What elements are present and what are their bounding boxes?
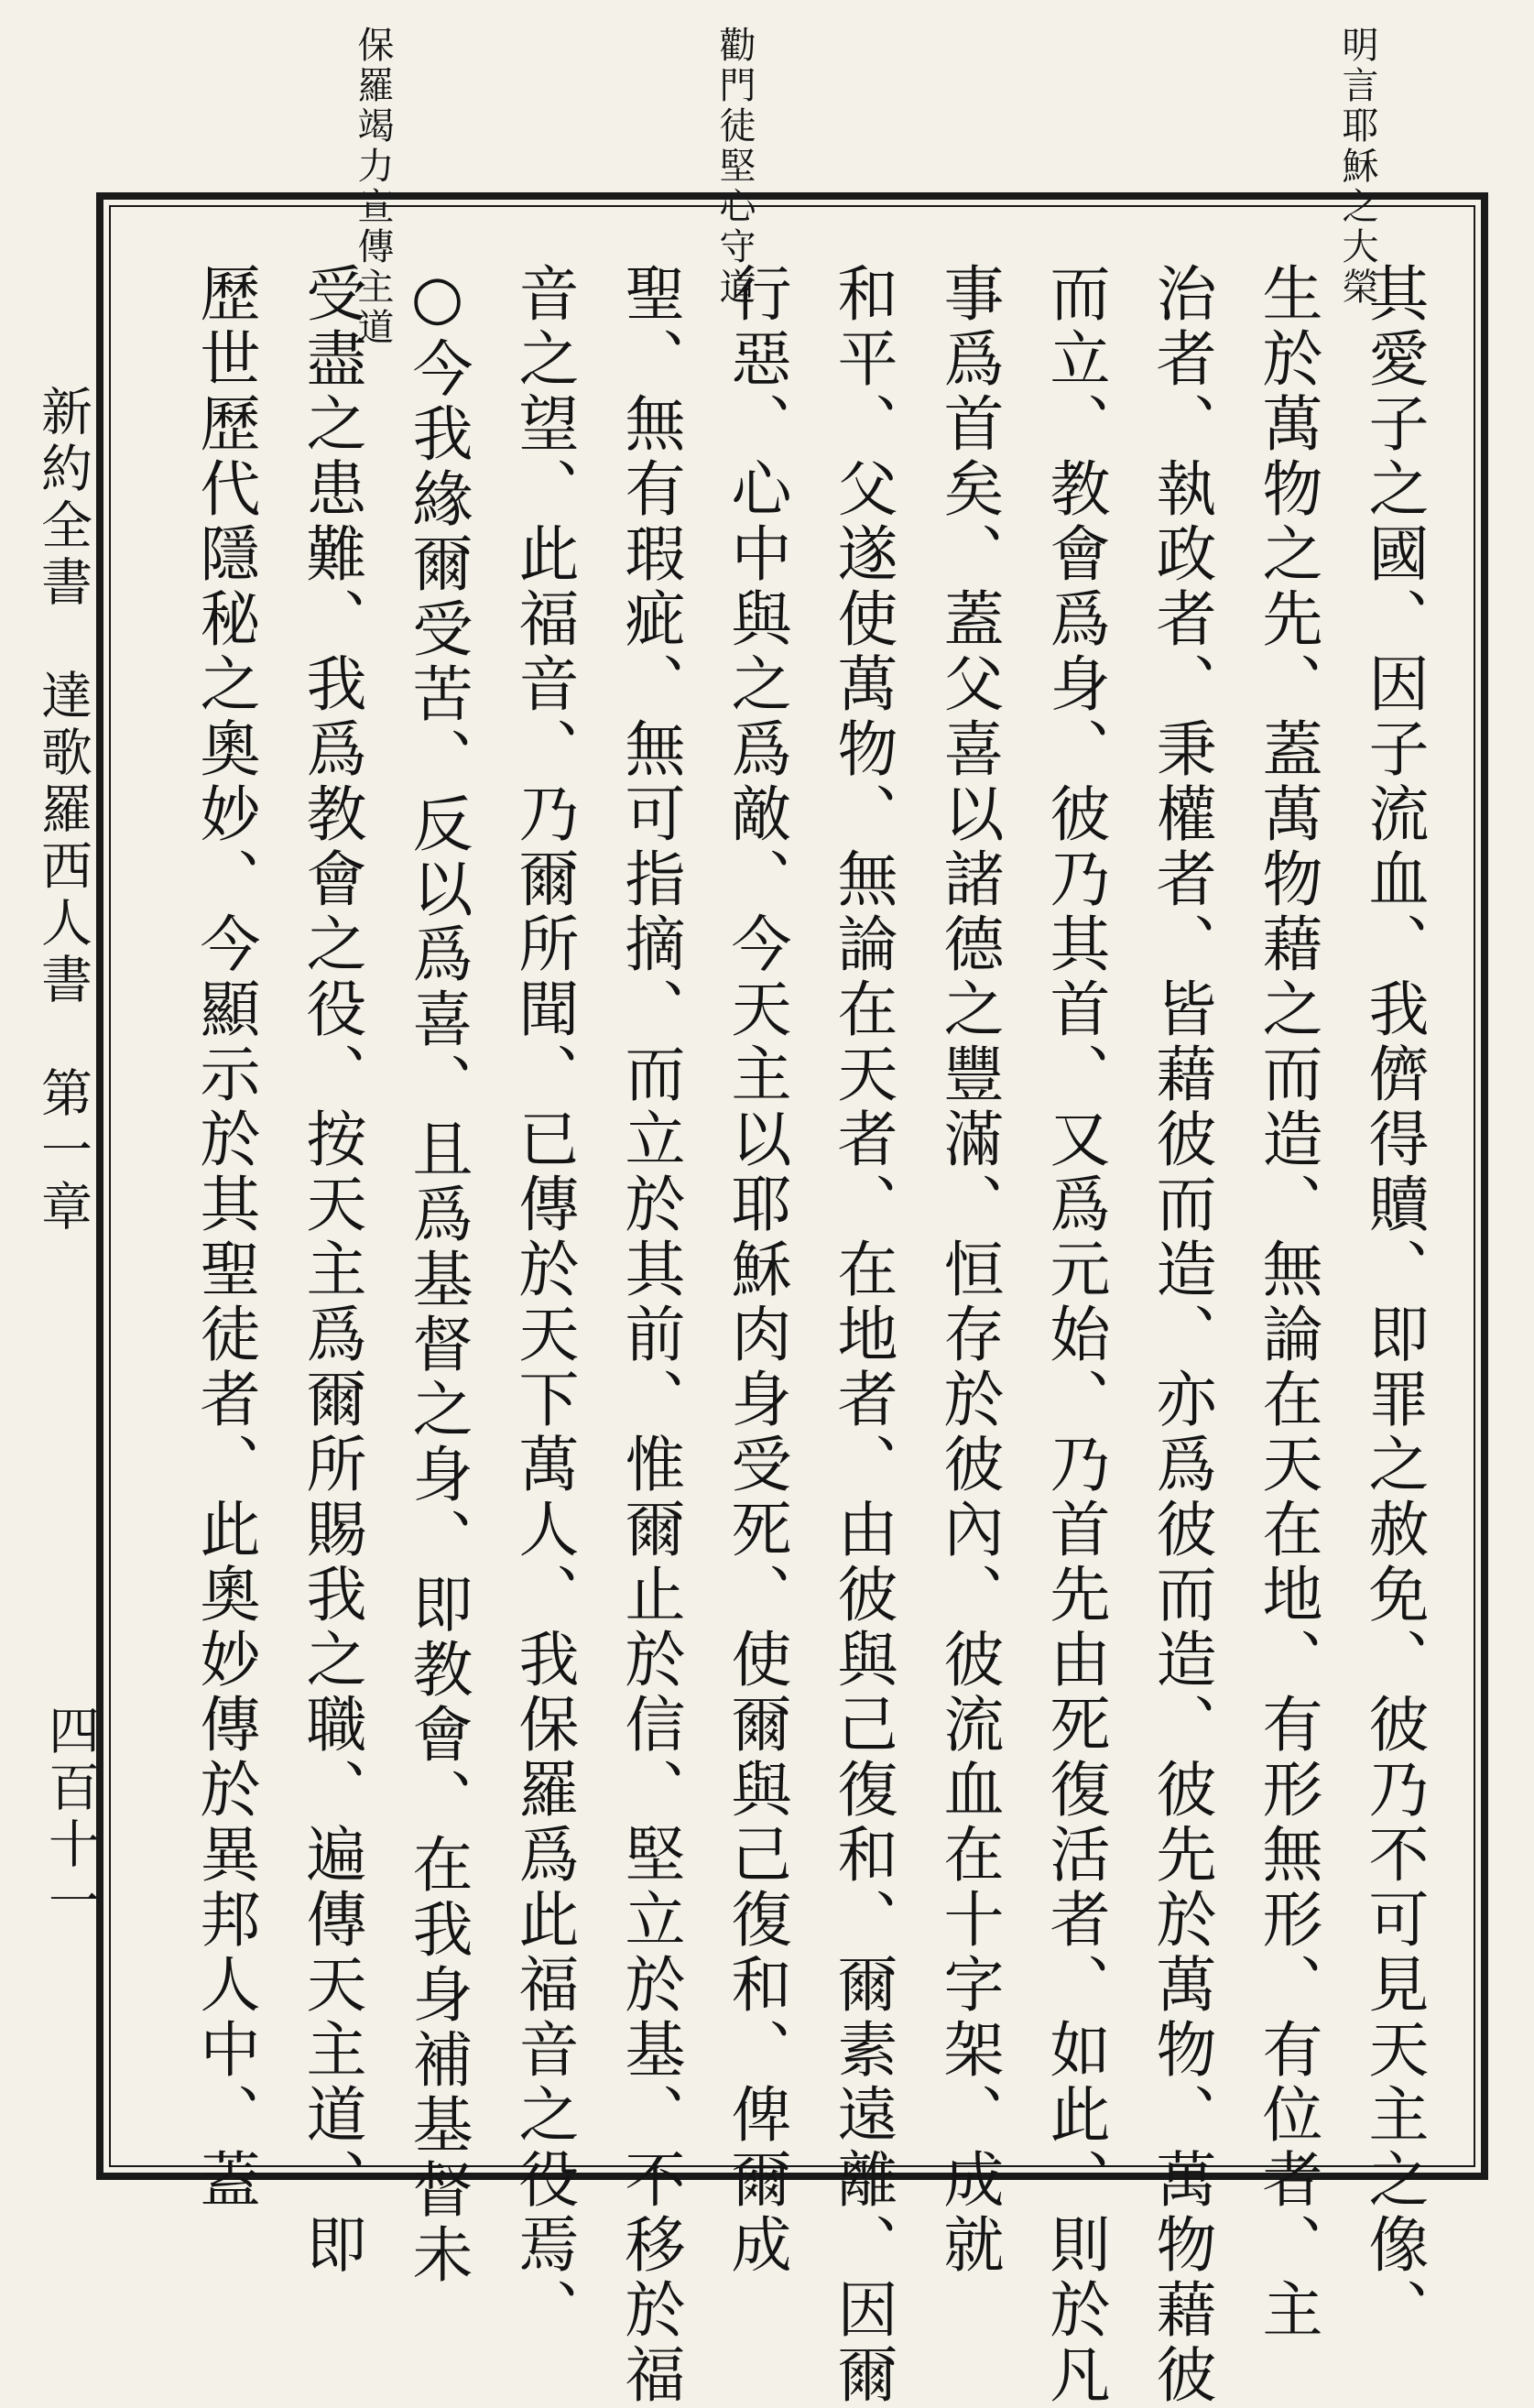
text-column: ○今我緣爾受苦、反以爲喜、且爲基督之身、即教會、在我身補基督未 xyxy=(402,262,473,2288)
text-columns xyxy=(138,262,1446,2408)
margin-note: 保羅竭力宣傳主道 xyxy=(352,26,394,348)
text-column: 歷世歷代隱秘之奧妙、今顯示於其聖徒者、此奧妙傳於異邦人中、蓋 xyxy=(190,262,260,2213)
text-column: 生於萬物之先、蓋萬物藉之而造、無論在天在地、有形無形、有位者、主 xyxy=(1252,262,1322,2343)
margin-note: 勸門徒堅心守道 xyxy=(713,26,756,308)
text-frame xyxy=(96,192,1488,2408)
text-column: 其愛子之國、因子流血、我儕得贖、即罪之赦免、彼乃不可見天主之像、 xyxy=(1358,262,1429,2343)
page-number: 四百十一 xyxy=(40,1704,100,1931)
text-column: 聖、無有瑕疵、無可指摘、而立於其前、惟爾止於信、堅立於基、不移於福 xyxy=(615,262,685,2408)
text-column: 音之望、此福音、乃爾所聞、已傳於天下萬人、我保羅爲此福音之役焉、 xyxy=(508,262,579,2343)
margin-note: 明言耶穌之大榮 xyxy=(1336,26,1378,308)
text-column: 行惡、心中與之爲敵、今天主以耶穌肉身受死、使爾與己復和、俾爾成 xyxy=(721,262,791,2278)
running-title: 新約全書 達歌羅西人書 第一章 xyxy=(33,385,92,1237)
text-frame-inner xyxy=(109,205,1475,2408)
text-column: 受盡之患難、我爲教會之役、按天主爲爾所賜我之職、遍傳天主道、即 xyxy=(296,262,366,2278)
text-column: 和平、父遂使萬物、無論在天者、在地者、由彼與己復和、爾素遠離、因爾 xyxy=(827,262,898,2408)
text-column: 事爲首矣、蓋父喜以諸德之豐滿、恒存於彼內、彼流血在十字架、成就 xyxy=(933,262,1004,2278)
text-column: 而立、教會爲身、彼乃其首、又爲元始、乃首先由死復活者、如此、則於凡 xyxy=(1039,262,1110,2408)
text-column: 治者、執政者、秉權者、皆藉彼而造、亦爲彼而造、彼先於萬物、萬物藉彼 xyxy=(1146,262,1216,2408)
